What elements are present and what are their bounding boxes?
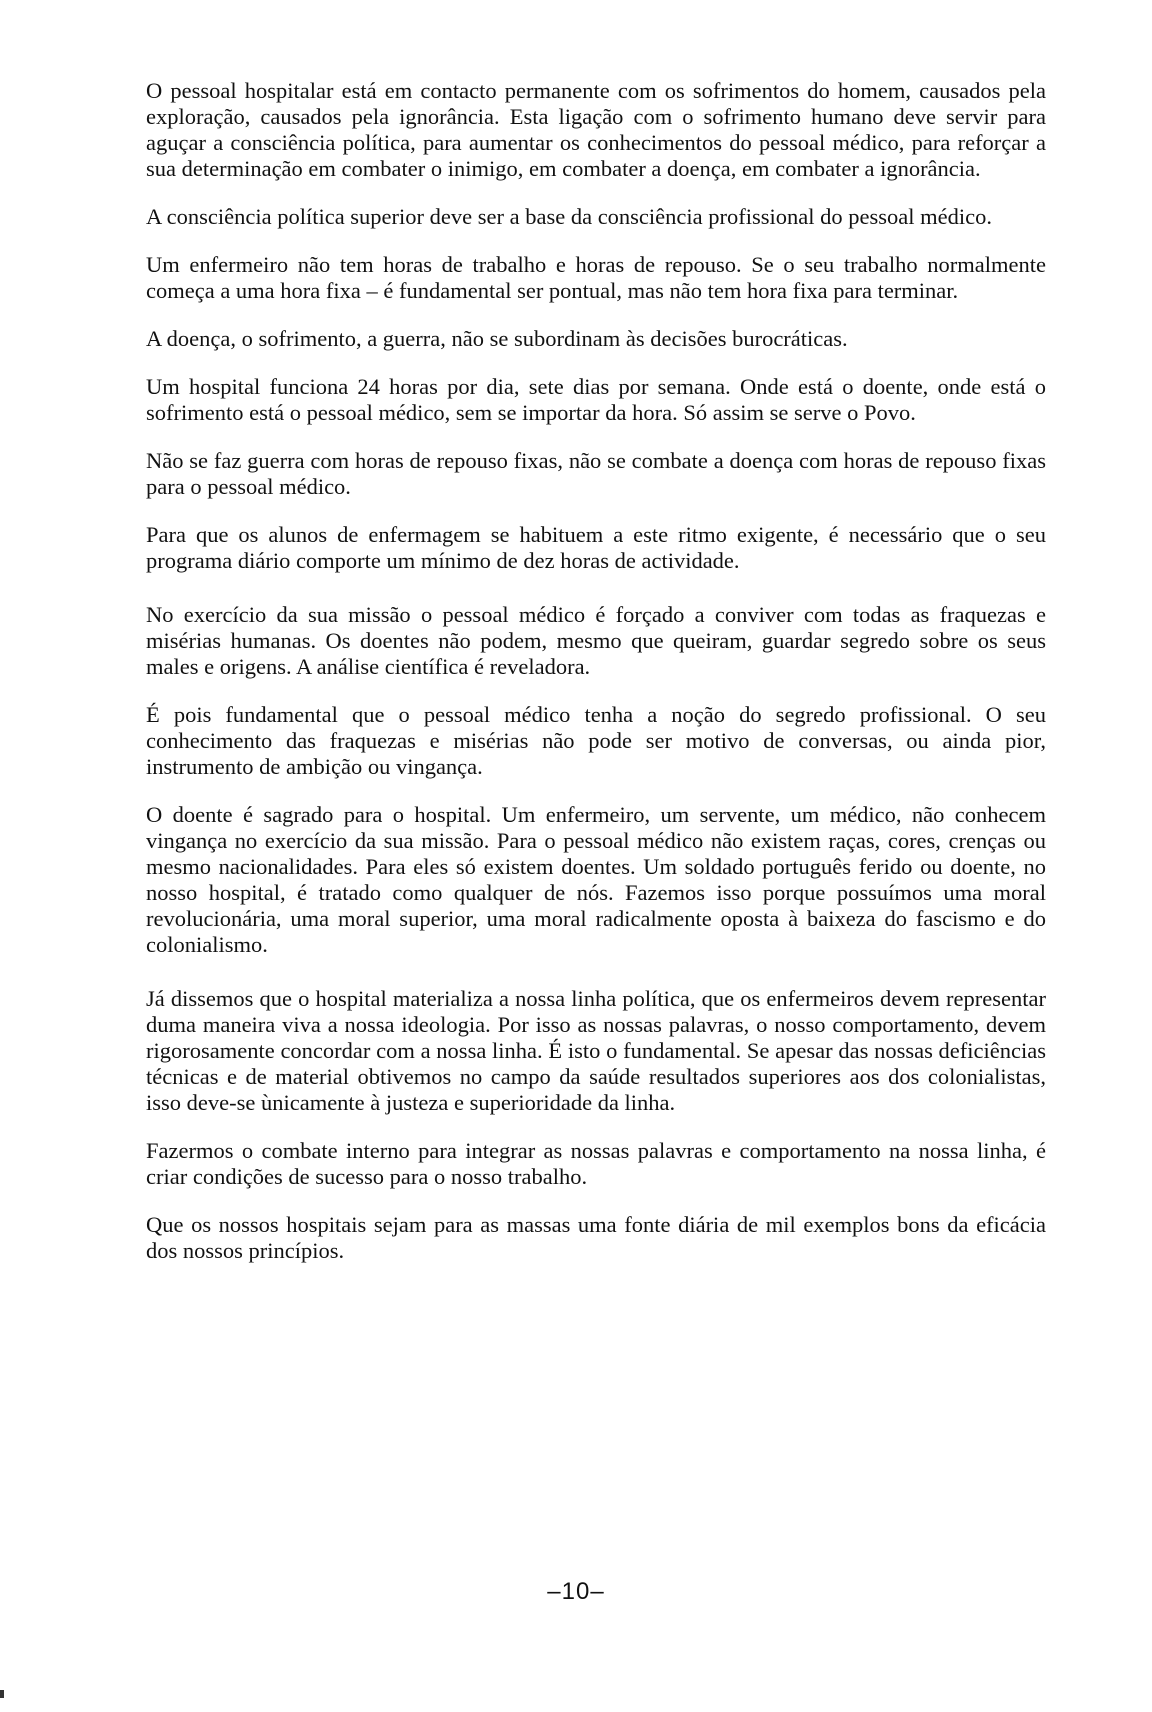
body-text — [146, 78, 1046, 1286]
paragraph-7: Para que os alunos de enfermagem se habituem a este ritmo exigente, é necessário que o seu programa diário comporte um mínimo de dez horas de actividade. — [146, 522, 1046, 573]
page-number: –10– — [547, 1578, 605, 1605]
paragraph-13: Que os nossos hospitais sejam para as massas uma fonte diária de mil exemplos bons da eficácia dos nossos princípios. — [146, 1212, 1046, 1263]
paragraph-8: No exercício da sua missão o pessoal médico é forçado a conviver com todas as fraquezas e misérias humanas. Os doentes não podem, mesmo que queiram, guardar segredo sobre os seus males e origens. A análise científica é reveladora. — [146, 602, 1046, 679]
paragraph-3: Um enfermeiro não tem horas de trabalho e horas de repouso. Se o seu trabalho normalmente começa a uma hora fixa – é fundamental ser pontual, mas não tem hora fixa para terminar. — [146, 252, 1046, 303]
paragraph-1: O pessoal hospitalar está em contacto permanente com os sofrimentos do homem, causados pela exploração, causados pela ignorância. Esta ligação com o sofrimento humano deve servir para aguçar a consciência política, para aumentar os conhecimentos do pessoal médico, para reforçar a sua determinação em combater o inimigo, em combater a doença, em combater a ignorância. — [146, 78, 1046, 181]
scan-edge-mark — [0, 1690, 4, 1698]
paragraph-2: A consciência política superior deve ser a base da consciência profissional do pessoal médico. — [146, 204, 992, 229]
paragraph-9: É pois fundamental que o pessoal médico tenha a noção do segredo profissional. O seu conhecimento das fraquezas e misérias não pode ser motivo de conversas, ou ainda pior, instrumento de ambição ou vingança. — [146, 702, 1046, 779]
paragraph-12: Fazermos o combate interno para integrar as nossas palavras e comportamento na nossa linha, é criar condições de sucesso para o nosso trabalho. — [146, 1138, 1046, 1189]
paragraph-6: Não se faz guerra com horas de repouso fixas, não se combate a doença com horas de repouso fixas para o pessoal médico. — [146, 448, 1046, 499]
paragraph-4: A doença, o sofrimento, a guerra, não se subordinam às decisões burocráticas. — [146, 326, 848, 351]
paragraph-11: Já dissemos que o hospital materializa a nossa linha política, que os enfermeiros devem representar duma maneira viva a nossa ideologia. Por isso as nossas palavras, o nosso comportamento, devem rigorosamente concordar com a nossa linha. É isto o fundamental. Se apesar das nossas deficiências técnicas e de material obtivemos no campo da saúde resultados superiores aos dos colonialistas, isso deve-se ùnicamente à justeza e superioridade da linha. — [146, 986, 1046, 1115]
paragraph-5: Um hospital funciona 24 horas por dia, sete dias por semana. Onde está o doente, onde está o sofrimento está o pessoal médico, sem se importar da hora. Só assim se serve o Povo. — [146, 374, 1046, 425]
paragraph-10: O doente é sagrado para o hospital. Um enfermeiro, um servente, um médico, não conhecem vingança no exercício da sua missão. Para o pessoal médico não existem raças, cores, crenças ou mesmo nacionalidades. Para eles só existem doentes. Um soldado português ferido ou doente, no nosso hospital, é tratado como qualquer de nós. Fazemos isso porque possuímos uma moral revolucionária, uma moral superior, uma moral radicalmente oposta à baixeza do fascismo e do colonialismo. — [146, 802, 1046, 957]
